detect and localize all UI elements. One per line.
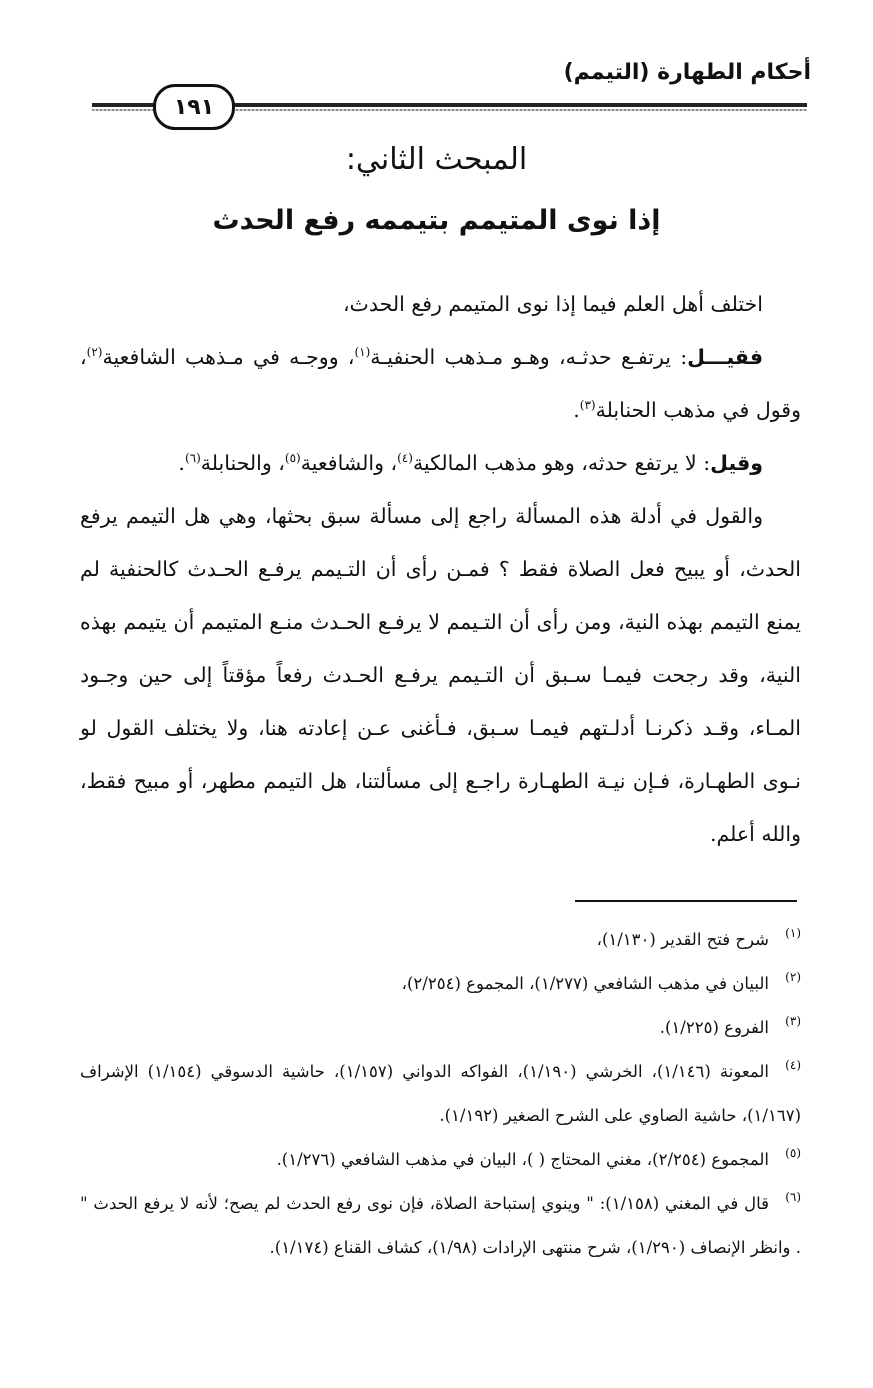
footnote-number: (٢): [785, 970, 801, 984]
footnote-number: (٦): [785, 1190, 802, 1204]
footnotes: [80, 918, 801, 1270]
footnote: [80, 1182, 801, 1270]
footnote: [80, 1050, 801, 1138]
footnote-number: (١): [785, 926, 801, 940]
paragraph-discussion: والقول في أدلة هذه المسألة راجع إلى مسألة سبق بحثها، وهي هل التيمم يرفع الحدث، أو يبيح فعل الصلاة فقط ؟ فمـن رأى أن التـيمم يرفـع الحـدث كالحنفية لم يمنع التيمم بهذه النية، ومن رأى أن التـيمم لا يرفـع الحـدث منـع المتيمم أن يتيمم بهذه النية، وقد رجحت فيمـا سـبق أن التـيمم يرفـع الحـدث رفعاً مؤقتاً إلى حين وجـود المـاء، وقـد ذكرنـا أدلـتهم فيمـا سـبق، فـأغنى عـن إعادته هنا، ولا يختلف القول لو نـوى الطهـارة، فـإن نيـة الطهـارة راجـع إلى مسألتنا، هل التيمم مطهر، أو مبيح فقط، والله أعلم.: [80, 504, 801, 846]
footnote-ref[interactable]: (٢): [86, 345, 103, 360]
footnote-text: المعونة (١/١٤٦)، الخرشي (١/١٩٠)، الفواكه الدواني (١/١٥٧)، حاشية الدسوقي (١/١٥٤) الإشراف (١/١٦٧)، حاشية الصاوي على الشرح الصغير (١/١٩٢).: [80, 1062, 801, 1125]
text-run: ، وقول في مذهب الحنابلة: [80, 345, 801, 422]
footnote-number: (٥): [785, 1146, 801, 1160]
text-run: ، والحنابلة: [200, 451, 285, 475]
footnote-text: الفروع (١/٢٢٥).: [659, 1018, 769, 1037]
text-run: : يرتفـع حدثـه، وهـو مـذهب الحنفيـة: [370, 345, 688, 369]
paragraph-second-opinion: [80, 437, 801, 490]
paragraph-intro: اختلف أهل العلم فيما إذا نوى المتيمم رفع الحدث،: [342, 292, 763, 316]
running-title: أحكام الطهارة (التيمم): [563, 60, 811, 85]
footnote-ref[interactable]: (١): [354, 345, 371, 360]
opinion-lead: وقيل: [710, 451, 763, 475]
footnote-text: المجموع (٢/٢٥٤)، مغني المحتاج ( )، البيان في مذهب الشافعي (١/٢٧٦).: [276, 1150, 769, 1169]
footnote-number: (٣): [785, 1014, 801, 1028]
footnote: [80, 918, 801, 962]
text-run: .: [178, 451, 185, 475]
section-title: إذا نوى المتيمم بتيممه رفع الحدث: [212, 205, 661, 236]
page-number: ١٩١: [153, 84, 235, 130]
text-run: : لا يرتفع حدثه، وهو مذهب المالكية: [412, 451, 711, 475]
text-run: ، والشافعية: [300, 451, 398, 475]
paragraph-first-opinion: [80, 331, 801, 437]
text-run: .: [573, 398, 580, 422]
footnote-text: البيان في مذهب الشافعي (١/٢٧٧)، المجموع (٢/٢٥٤)،: [401, 974, 769, 993]
footnote-text: قال في المغني (١/١٥٨): " وينوي إستباحة الصلاة، فإن نوى رفع الحدث لم يصح؛ لأنه لا يرفع الحدث " . وانظر الإنصاف (١/٢٩٠)، شرح منتهى الإرادات (١/٩٨)، كشاف القناع (١/١٧٤).: [80, 1194, 801, 1257]
text-run: ، ووجـه في مـذهب الشافعية: [102, 345, 355, 369]
footnote-ref[interactable]: (٣): [579, 398, 596, 413]
main-text: [80, 278, 801, 861]
footnote-ref[interactable]: (٤): [397, 451, 413, 466]
footnote-text: شرح فتح القدير (١/١٣٠)،: [596, 930, 769, 949]
footnote: [80, 1138, 801, 1182]
footnote: [80, 1006, 801, 1050]
footnote: [80, 962, 801, 1006]
footnote-separator: [575, 900, 797, 902]
footnote-ref[interactable]: (٥): [284, 451, 301, 466]
opinion-lead: فقيـــل: [687, 345, 763, 369]
footnote-ref[interactable]: (٦): [184, 451, 201, 466]
footnote-number: (٤): [785, 1058, 801, 1072]
section-label: المبحث الثاني:: [345, 142, 528, 177]
